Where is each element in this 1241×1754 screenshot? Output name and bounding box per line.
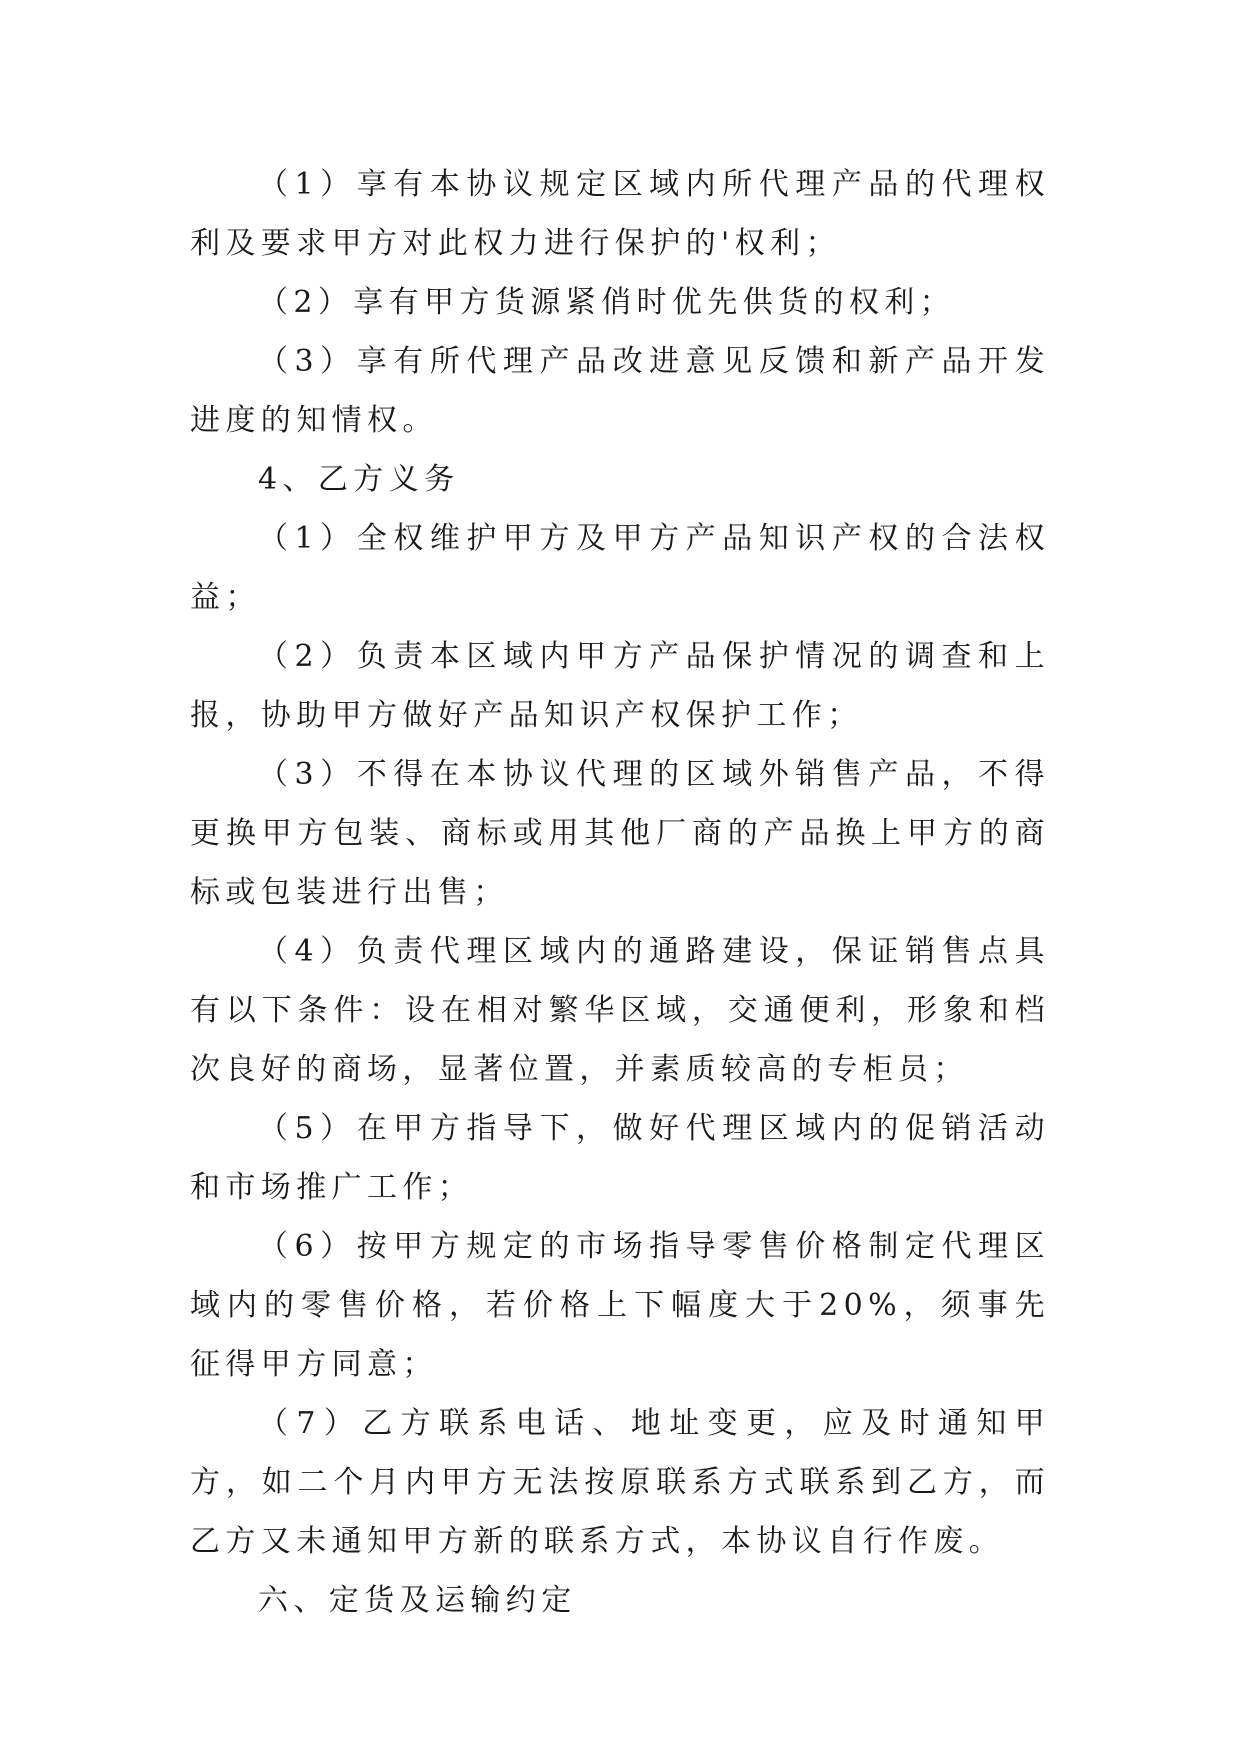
paragraph-right-2: （2）享有甲方货源紧俏时优先供货的权利；: [258, 285, 956, 320]
paragraph-obligation-1: （1）全权维护甲方及甲方产品知识产权的合法权益；: [190, 521, 1050, 615]
paragraph-right-1: （1）享有本协议规定区域内所代理产品的代理权利及要求甲方对此权力进行保护的'权利；: [190, 167, 1050, 261]
section-heading-ordering: 六、定货及运输约定: [258, 1583, 577, 1618]
paragraph-right-3: （3）享有所代理产品改进意见反馈和新产品开发进度的知情权。: [190, 344, 1050, 438]
paragraph-obligation-2: （2）负责本区域内甲方产品保护情况的调查和上报，协助甲方做好产品知识产权保护工作；: [190, 639, 1050, 733]
section-heading-obligations: 4、乙方义务: [258, 462, 460, 497]
paragraph-obligation-7: （7）乙方联系电话、地址变更，应及时通知甲方，如二个月内甲方无法按原联系方式联系到乙方，而乙方又未通知甲方新的联系方式，本协议自行作废。: [190, 1406, 1050, 1559]
paragraph-obligation-6: （6）按甲方规定的市场指导零售价格制定代理区域内的零售价格，若价格上下幅度大于20%，须事先征得甲方同意；: [190, 1229, 1050, 1382]
document-body: [190, 155, 1050, 1630]
paragraph-obligation-5: （5）在甲方指导下，做好代理区域内的促销活动和市场推广工作；: [190, 1111, 1050, 1205]
paragraph-obligation-4: （4）负责代理区域内的通路建设，保证销售点具有以下条件：设在相对繁华区域，交通便利，形象和档次良好的商场，显著位置，并素质较高的专柜员；: [190, 934, 1050, 1087]
paragraph-obligation-3: （3）不得在本协议代理的区域外销售产品，不得更换甲方包装、商标或用其他厂商的产品换上甲方的商标或包装进行出售；: [190, 757, 1050, 910]
